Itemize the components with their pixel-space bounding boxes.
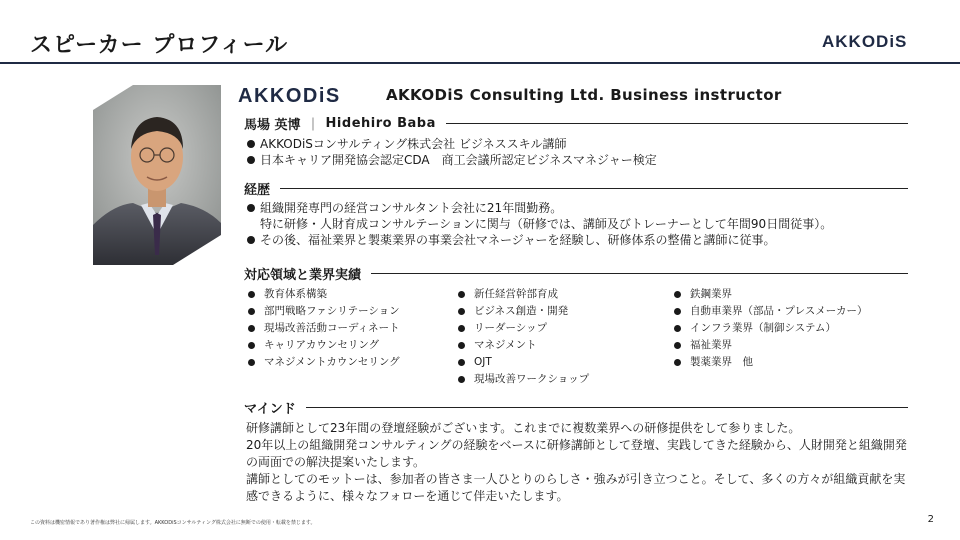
list-item: 製薬業界 他 [672, 354, 868, 371]
list-item: 教育体系構築 [246, 286, 400, 303]
domains-column-3 [672, 286, 868, 371]
header-divider [0, 62, 960, 64]
speaker-name-row [244, 114, 908, 133]
list-item: 部門戦略ファシリテーション [246, 303, 400, 320]
list-item-continuation: 特に研修・人財育成コンサルテーションに関与（研修では、講師及びトレーナーとして年間90日間従事）。 [260, 217, 833, 231]
list-item: 鉄鋼業界 [672, 286, 868, 303]
speaker-name-en: Hidehiro Baba [325, 116, 436, 131]
domains-heading-row [244, 264, 908, 283]
brand-line: AKKODiS Consulting Ltd. Business instructor [386, 86, 782, 104]
speaker-name-jp: 馬場 英博 [244, 118, 301, 133]
list-item: リーダーシップ [456, 320, 589, 337]
credentials-list [246, 136, 657, 168]
domains-rule [371, 273, 908, 274]
career-rule [280, 188, 908, 189]
mind-heading-row [244, 398, 908, 417]
list-item: 現場改善ワークショップ [456, 371, 589, 388]
brand-row [238, 84, 782, 106]
mind-body [246, 420, 910, 505]
list-item: インフラ業界（制御システム） [672, 320, 868, 337]
list-item: OJT [456, 354, 589, 371]
list-item: キャリアカウンセリング [246, 337, 400, 354]
list-item: 福祉業界 [672, 337, 868, 354]
svg-text:AKKODiS: AKKODiS [238, 85, 341, 105]
svg-text:AKKODiS: AKKODiS [822, 32, 908, 50]
domains-column-2 [456, 286, 589, 388]
name-separator: ｜ [306, 118, 320, 133]
mind-paragraph: 講師としてのモットーは、参加者の皆さま一人ひとりのらしさ・強みが引き立つこと。そして、多くの方々が組織貢献を実感できるように、様々なフォローを通じて伴走いたします。 [246, 472, 906, 503]
list-item: 現場改善活動コーディネート [246, 320, 400, 337]
list-item: 日本キャリア開発協会認定CDA 商工会議所認定ビジネスマネジャー検定 [246, 152, 657, 168]
list-item: その後、福祉業界と製薬業界の事業会社マネージャーを経験し、研修体系の整備と講師に従事。 [246, 232, 832, 248]
akkodis-logo [822, 32, 934, 50]
page-title: スピーカー プロフィール [30, 33, 289, 58]
list-item: ビジネス創造・開発 [456, 303, 589, 320]
domains-column-1 [246, 286, 400, 371]
career-list [246, 200, 832, 248]
career-heading-row [244, 179, 908, 198]
page-number: 2 [927, 514, 934, 525]
list-item: AKKODiSコンサルティング株式会社 ビジネススキル講師 [246, 136, 657, 152]
confidentiality-note: この資料は機密情報であり著作権は弊社に帰属します。AKKODiSコンサルティング株式会社に無断での使用・転載を禁じます。 [30, 520, 316, 526]
list-item: 新任経営幹部育成 [456, 286, 589, 303]
domains-heading: 対応領域と業界実績 [244, 268, 362, 283]
list-item: 組織開発専門の経営コンサルタント会社に21年間勤務。 [246, 200, 832, 216]
list-item: マネジメント [456, 337, 589, 354]
speaker-photo [93, 85, 221, 265]
list-item: 自動車業界（部品・プレスメーカー） [672, 303, 868, 320]
list-item: マネジメントカウンセリング [246, 354, 400, 371]
name-rule [446, 123, 908, 124]
mind-paragraph: 20年以上の組織開発コンサルティングの経験をベースに研修講師として登壇、実践してきた経験から、人財開発と組織開発の両面での解決提案いたします。 [246, 438, 907, 469]
mind-rule [306, 407, 908, 408]
mind-paragraph: 研修講師として23年間の登壇経験がございます。これまでに複数業界への研修提供をして参りました。 [246, 421, 801, 435]
akkodis-logo-main [238, 85, 374, 105]
career-heading: 経歴 [244, 183, 271, 198]
mind-heading: マインド [244, 402, 296, 417]
